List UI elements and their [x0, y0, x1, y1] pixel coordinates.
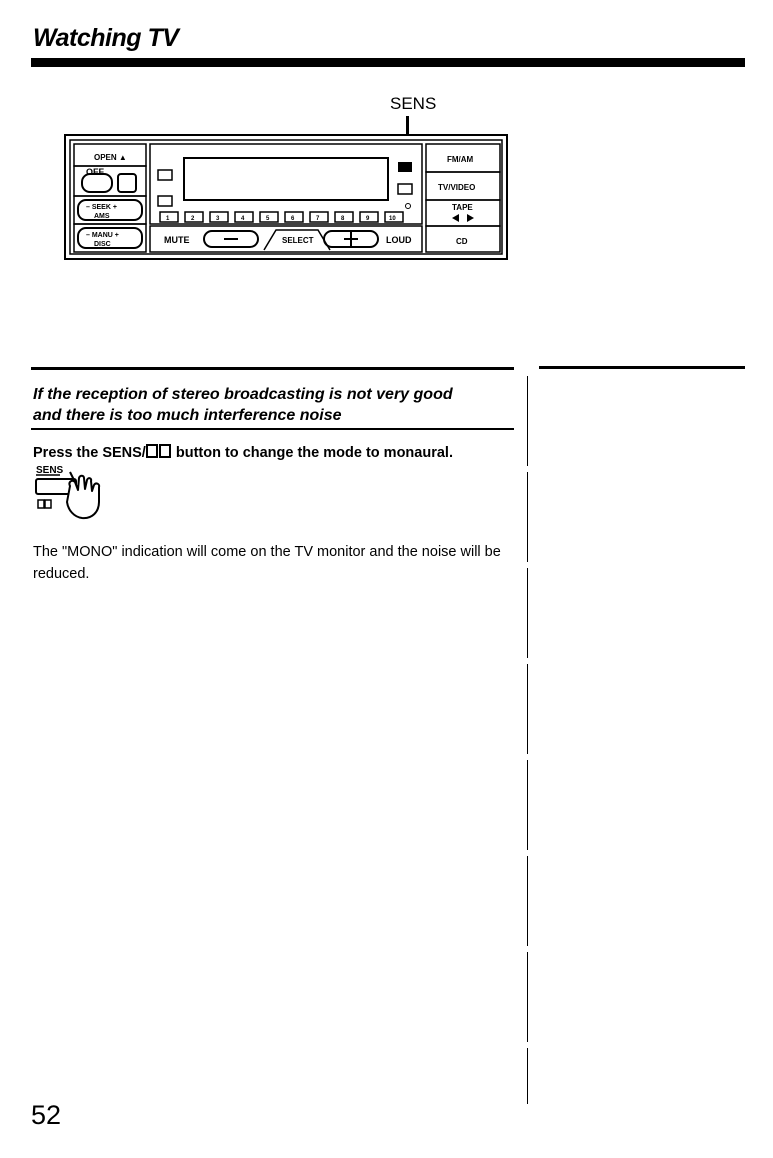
heading-rule: [31, 428, 514, 430]
off-button-label: OFF: [86, 167, 104, 177]
svg-text:10: 10: [389, 216, 396, 222]
heading-line-2: and there is too much interference noise: [33, 407, 342, 424]
svg-text:5: 5: [266, 216, 270, 222]
svg-text:9: 9: [366, 216, 370, 222]
sens-callout-label: SENS: [390, 94, 437, 113]
sidebar-rule: [539, 366, 745, 369]
sens-button-label: SENS: [36, 465, 64, 476]
sq-glyph: [146, 444, 158, 458]
svg-text:3: 3: [216, 216, 220, 222]
cd-label: CD: [456, 237, 468, 246]
car-stereo-panel-diagram: [64, 134, 508, 260]
body-paragraph: The "MONO" indication will come on the TV monitor and the noise will be reduced.: [33, 544, 501, 582]
sens-button-press-illustration: [34, 462, 124, 524]
page-number: 52: [31, 1100, 62, 1130]
open-button-label: OPEN ▲: [94, 153, 127, 162]
svg-text:6: 6: [291, 216, 295, 222]
svg-text:2: 2: [191, 216, 195, 222]
seek-label: – SEEK +: [86, 204, 117, 211]
section-rule: [31, 367, 514, 370]
heading-line-1: If the reception of stereo broadcasting is not very good: [33, 386, 453, 403]
svg-text:8: 8: [341, 216, 345, 222]
tape-label: TAPE: [452, 203, 473, 212]
page-title: Watching TV: [33, 24, 179, 52]
select-label: SELECT: [282, 236, 314, 245]
svg-text:7: 7: [316, 216, 320, 222]
svg-text:1: 1: [166, 216, 170, 222]
title-rule: [31, 58, 745, 67]
tv-video-label: TV/VIDEO: [438, 183, 476, 192]
sens-button-diagram: [398, 162, 412, 172]
instruction-text: Press the SENS/ button to change the mode to monaural.: [33, 445, 453, 461]
ams-label: AMS: [94, 213, 110, 220]
disc-label: DISC: [94, 241, 111, 248]
mute-label: MUTE: [164, 235, 190, 245]
fm-am-label: FM/AM: [447, 155, 474, 164]
sq-glyph: [159, 444, 171, 458]
manu-label: – MANU +: [86, 232, 119, 239]
loud-label: LOUD: [386, 235, 412, 245]
column-divider: [527, 376, 528, 1104]
section-heading: [33, 384, 513, 426]
svg-text:4: 4: [241, 216, 245, 222]
